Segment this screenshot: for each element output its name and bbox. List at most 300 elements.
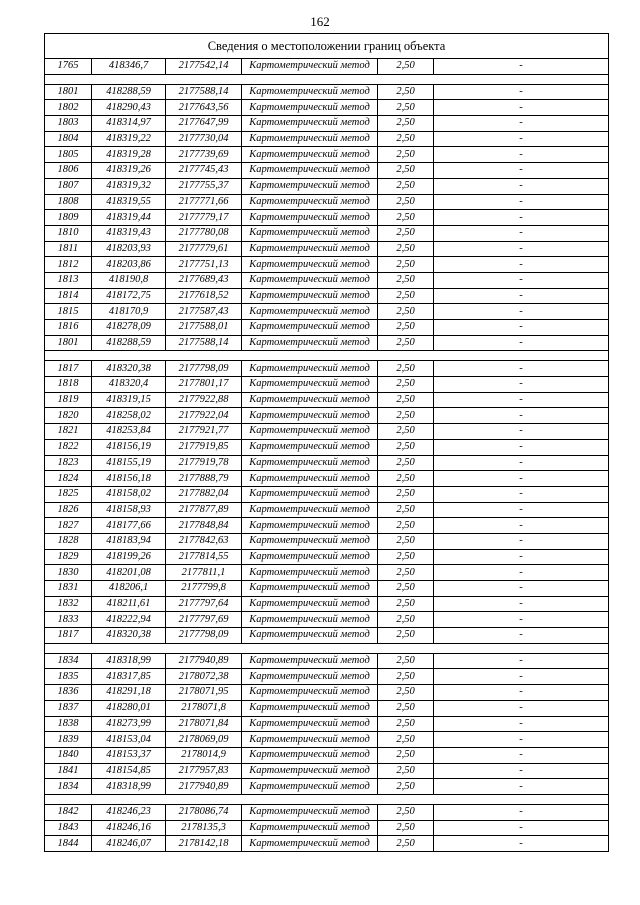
point-number-cell: 1839	[45, 732, 92, 748]
accuracy-cell: 2,50	[378, 288, 434, 304]
description-cell: -	[434, 518, 609, 534]
method-cell: Картометрический метод	[242, 612, 378, 628]
method-cell: Картометрический метод	[242, 669, 378, 685]
method-cell: Картометрический метод	[242, 596, 378, 612]
description-cell: -	[434, 424, 609, 440]
table-row	[45, 225, 609, 241]
y-coordinate-cell: 2177877,89	[166, 502, 242, 518]
x-coordinate-cell: 418170,9	[92, 304, 166, 320]
accuracy-cell: 2,50	[378, 549, 434, 565]
y-coordinate-cell: 2177588,14	[166, 335, 242, 351]
accuracy-cell: 2,50	[378, 779, 434, 795]
y-coordinate-cell: 2177771,66	[166, 194, 242, 210]
x-coordinate-cell: 418273,99	[92, 716, 166, 732]
y-coordinate-cell: 2177797,69	[166, 612, 242, 628]
y-coordinate-cell: 2177588,01	[166, 320, 242, 336]
point-number-cell: 1827	[45, 518, 92, 534]
point-number-cell: 1806	[45, 163, 92, 179]
description-cell: -	[434, 288, 609, 304]
x-coordinate-cell: 418172,75	[92, 288, 166, 304]
table-row	[45, 747, 609, 763]
y-coordinate-cell: 2177797,64	[166, 596, 242, 612]
table-row	[45, 131, 609, 147]
x-coordinate-cell: 418246,16	[92, 820, 166, 836]
method-cell: Картометрический метод	[242, 59, 378, 75]
x-coordinate-cell: 418314,97	[92, 116, 166, 132]
x-coordinate-cell: 418158,02	[92, 486, 166, 502]
point-number-cell: 1823	[45, 455, 92, 471]
separator-cell	[45, 643, 609, 653]
table-row	[45, 549, 609, 565]
x-coordinate-cell: 418280,01	[92, 700, 166, 716]
x-coordinate-cell: 418318,99	[92, 653, 166, 669]
description-cell: -	[434, 84, 609, 100]
table-row	[45, 820, 609, 836]
description-cell: -	[434, 836, 609, 852]
group-separator-row	[45, 643, 609, 653]
table-row	[45, 581, 609, 597]
method-cell: Картометрический метод	[242, 116, 378, 132]
accuracy-cell: 2,50	[378, 320, 434, 336]
separator-cell	[45, 794, 609, 804]
x-coordinate-cell: 418319,26	[92, 163, 166, 179]
table-row	[45, 763, 609, 779]
description-cell: -	[434, 210, 609, 226]
accuracy-cell: 2,50	[378, 131, 434, 147]
description-cell: -	[434, 335, 609, 351]
method-cell: Картометрический метод	[242, 471, 378, 487]
method-cell: Картометрический метод	[242, 716, 378, 732]
y-coordinate-cell: 2177919,85	[166, 439, 242, 455]
method-cell: Картометрический метод	[242, 549, 378, 565]
description-cell: -	[434, 408, 609, 424]
accuracy-cell: 2,50	[378, 596, 434, 612]
accuracy-cell: 2,50	[378, 533, 434, 549]
x-coordinate-cell: 418258,02	[92, 408, 166, 424]
description-cell: -	[434, 272, 609, 288]
table-row	[45, 178, 609, 194]
table-row	[45, 392, 609, 408]
accuracy-cell: 2,50	[378, 272, 434, 288]
y-coordinate-cell: 2177888,79	[166, 471, 242, 487]
point-number-cell: 1835	[45, 669, 92, 685]
table-row	[45, 210, 609, 226]
table-row	[45, 439, 609, 455]
x-coordinate-cell: 418319,22	[92, 131, 166, 147]
table-row	[45, 84, 609, 100]
y-coordinate-cell: 2178086,74	[166, 804, 242, 820]
point-number-cell: 1824	[45, 471, 92, 487]
point-number-cell: 1815	[45, 304, 92, 320]
y-coordinate-cell: 2178072,38	[166, 669, 242, 685]
method-cell: Картометрический метод	[242, 392, 378, 408]
x-coordinate-cell: 418158,93	[92, 502, 166, 518]
point-number-cell: 1833	[45, 612, 92, 628]
table-row	[45, 272, 609, 288]
accuracy-cell: 2,50	[378, 502, 434, 518]
x-coordinate-cell: 418201,08	[92, 565, 166, 581]
description-cell: -	[434, 163, 609, 179]
method-cell: Картометрический метод	[242, 747, 378, 763]
accuracy-cell: 2,50	[378, 732, 434, 748]
description-cell: -	[434, 804, 609, 820]
table-row	[45, 335, 609, 351]
method-cell: Картометрический метод	[242, 131, 378, 147]
group-separator-row	[45, 794, 609, 804]
description-cell: -	[434, 685, 609, 701]
point-number-cell: 1801	[45, 335, 92, 351]
table-row	[45, 257, 609, 273]
x-coordinate-cell: 418183,94	[92, 533, 166, 549]
table-row	[45, 116, 609, 132]
x-coordinate-cell: 418203,86	[92, 257, 166, 273]
x-coordinate-cell: 418278,09	[92, 320, 166, 336]
point-number-cell: 1817	[45, 628, 92, 644]
point-number-cell: 1831	[45, 581, 92, 597]
description-cell: -	[434, 471, 609, 487]
point-number-cell: 1819	[45, 392, 92, 408]
method-cell: Картометрический метод	[242, 455, 378, 471]
method-cell: Картометрический метод	[242, 439, 378, 455]
accuracy-cell: 2,50	[378, 392, 434, 408]
description-cell: -	[434, 241, 609, 257]
method-cell: Картометрический метод	[242, 288, 378, 304]
method-cell: Картометрический метод	[242, 804, 378, 820]
description-cell: -	[434, 716, 609, 732]
point-number-cell: 1807	[45, 178, 92, 194]
point-number-cell: 1811	[45, 241, 92, 257]
accuracy-cell: 2,50	[378, 653, 434, 669]
x-coordinate-cell: 418211,61	[92, 596, 166, 612]
method-cell: Картометрический метод	[242, 685, 378, 701]
table-row	[45, 100, 609, 116]
x-coordinate-cell: 418320,38	[92, 361, 166, 377]
description-cell: -	[434, 612, 609, 628]
y-coordinate-cell: 2177739,69	[166, 147, 242, 163]
description-cell: -	[434, 439, 609, 455]
y-coordinate-cell: 2177780,08	[166, 225, 242, 241]
x-coordinate-cell: 418319,43	[92, 225, 166, 241]
y-coordinate-cell: 2177751,13	[166, 257, 242, 273]
x-coordinate-cell: 418319,15	[92, 392, 166, 408]
x-coordinate-cell: 418346,7	[92, 59, 166, 75]
method-cell: Картометрический метод	[242, 320, 378, 336]
accuracy-cell: 2,50	[378, 836, 434, 852]
point-number-cell: 1817	[45, 361, 92, 377]
y-coordinate-cell: 2178071,8	[166, 700, 242, 716]
accuracy-cell: 2,50	[378, 581, 434, 597]
method-cell: Картометрический метод	[242, 147, 378, 163]
method-cell: Картометрический метод	[242, 84, 378, 100]
y-coordinate-cell: 2177921,77	[166, 424, 242, 440]
method-cell: Картометрический метод	[242, 836, 378, 852]
method-cell: Картометрический метод	[242, 194, 378, 210]
accuracy-cell: 2,50	[378, 241, 434, 257]
table-row	[45, 194, 609, 210]
x-coordinate-cell: 418288,59	[92, 84, 166, 100]
y-coordinate-cell: 2177801,17	[166, 377, 242, 393]
x-coordinate-cell: 418318,99	[92, 779, 166, 795]
accuracy-cell: 2,50	[378, 257, 434, 273]
accuracy-cell: 2,50	[378, 471, 434, 487]
accuracy-cell: 2,50	[378, 669, 434, 685]
accuracy-cell: 2,50	[378, 820, 434, 836]
method-cell: Картометрический метод	[242, 257, 378, 273]
point-number-cell: 1808	[45, 194, 92, 210]
point-number-cell: 1834	[45, 653, 92, 669]
accuracy-cell: 2,50	[378, 612, 434, 628]
table-row	[45, 377, 609, 393]
x-coordinate-cell: 418156,18	[92, 471, 166, 487]
point-number-cell: 1840	[45, 747, 92, 763]
x-coordinate-cell: 418177,66	[92, 518, 166, 534]
description-cell: -	[434, 320, 609, 336]
table-body	[45, 34, 609, 852]
description-cell: -	[434, 820, 609, 836]
table-row	[45, 502, 609, 518]
description-cell: -	[434, 257, 609, 273]
table-row	[45, 732, 609, 748]
x-coordinate-cell: 418291,18	[92, 685, 166, 701]
table-row	[45, 612, 609, 628]
table-row	[45, 163, 609, 179]
y-coordinate-cell: 2177689,43	[166, 272, 242, 288]
description-cell: -	[434, 669, 609, 685]
accuracy-cell: 2,50	[378, 163, 434, 179]
description-cell: -	[434, 486, 609, 502]
point-number-cell: 1812	[45, 257, 92, 273]
method-cell: Картометрический метод	[242, 763, 378, 779]
accuracy-cell: 2,50	[378, 628, 434, 644]
x-coordinate-cell: 418290,43	[92, 100, 166, 116]
description-cell: -	[434, 581, 609, 597]
accuracy-cell: 2,50	[378, 716, 434, 732]
table-row	[45, 779, 609, 795]
method-cell: Картометрический метод	[242, 779, 378, 795]
point-number-cell: 1836	[45, 685, 92, 701]
method-cell: Картометрический метод	[242, 100, 378, 116]
method-cell: Картометрический метод	[242, 700, 378, 716]
description-cell: -	[434, 304, 609, 320]
point-number-cell: 1842	[45, 804, 92, 820]
x-coordinate-cell: 418199,26	[92, 549, 166, 565]
table-row	[45, 320, 609, 336]
x-coordinate-cell: 418319,44	[92, 210, 166, 226]
point-number-cell: 1810	[45, 225, 92, 241]
group-separator-row	[45, 74, 609, 84]
x-coordinate-cell: 418156,19	[92, 439, 166, 455]
point-number-cell: 1822	[45, 439, 92, 455]
table-row	[45, 59, 609, 75]
x-coordinate-cell: 418206,1	[92, 581, 166, 597]
y-coordinate-cell: 2178071,84	[166, 716, 242, 732]
table-row	[45, 700, 609, 716]
table-row	[45, 533, 609, 549]
table-row	[45, 304, 609, 320]
table-row	[45, 486, 609, 502]
point-number-cell: 1804	[45, 131, 92, 147]
y-coordinate-cell: 2178071,95	[166, 685, 242, 701]
y-coordinate-cell: 2177940,89	[166, 779, 242, 795]
y-coordinate-cell: 2177919,78	[166, 455, 242, 471]
description-cell: -	[434, 502, 609, 518]
point-number-cell: 1820	[45, 408, 92, 424]
method-cell: Картометрический метод	[242, 424, 378, 440]
x-coordinate-cell: 418319,55	[92, 194, 166, 210]
y-coordinate-cell: 2177798,09	[166, 361, 242, 377]
point-number-cell: 1828	[45, 533, 92, 549]
method-cell: Картометрический метод	[242, 241, 378, 257]
x-coordinate-cell: 418203,93	[92, 241, 166, 257]
y-coordinate-cell: 2178135,3	[166, 820, 242, 836]
accuracy-cell: 2,50	[378, 304, 434, 320]
accuracy-cell: 2,50	[378, 116, 434, 132]
method-cell: Картометрический метод	[242, 820, 378, 836]
accuracy-cell: 2,50	[378, 84, 434, 100]
x-coordinate-cell: 418319,32	[92, 178, 166, 194]
x-coordinate-cell: 418253,84	[92, 424, 166, 440]
y-coordinate-cell: 2177587,43	[166, 304, 242, 320]
accuracy-cell: 2,50	[378, 335, 434, 351]
y-coordinate-cell: 2177588,14	[166, 84, 242, 100]
accuracy-cell: 2,50	[378, 518, 434, 534]
accuracy-cell: 2,50	[378, 486, 434, 502]
accuracy-cell: 2,50	[378, 147, 434, 163]
table-title: Сведения о местоположении границ объекта	[45, 34, 609, 59]
description-cell: -	[434, 392, 609, 408]
description-cell: -	[434, 178, 609, 194]
y-coordinate-cell: 2177957,83	[166, 763, 242, 779]
separator-cell	[45, 74, 609, 84]
y-coordinate-cell: 2177542,14	[166, 59, 242, 75]
table-row	[45, 471, 609, 487]
accuracy-cell: 2,50	[378, 178, 434, 194]
boundary-coordinates-table	[44, 33, 609, 852]
y-coordinate-cell: 2177755,37	[166, 178, 242, 194]
point-number-cell: 1816	[45, 320, 92, 336]
description-cell: -	[434, 455, 609, 471]
accuracy-cell: 2,50	[378, 225, 434, 241]
accuracy-cell: 2,50	[378, 424, 434, 440]
table-row	[45, 628, 609, 644]
table-row	[45, 565, 609, 581]
description-cell: -	[434, 596, 609, 612]
y-coordinate-cell: 2177814,55	[166, 549, 242, 565]
accuracy-cell: 2,50	[378, 377, 434, 393]
x-coordinate-cell: 418222,94	[92, 612, 166, 628]
y-coordinate-cell: 2177779,17	[166, 210, 242, 226]
point-number-cell: 1821	[45, 424, 92, 440]
accuracy-cell: 2,50	[378, 194, 434, 210]
accuracy-cell: 2,50	[378, 747, 434, 763]
method-cell: Картометрический метод	[242, 581, 378, 597]
table-row	[45, 361, 609, 377]
method-cell: Картометрический метод	[242, 408, 378, 424]
y-coordinate-cell: 2177730,04	[166, 131, 242, 147]
method-cell: Картометрический метод	[242, 210, 378, 226]
y-coordinate-cell: 2177799,8	[166, 581, 242, 597]
x-coordinate-cell: 418153,37	[92, 747, 166, 763]
point-number-cell: 1838	[45, 716, 92, 732]
x-coordinate-cell: 418320,38	[92, 628, 166, 644]
method-cell: Картометрический метод	[242, 361, 378, 377]
y-coordinate-cell: 2178069,09	[166, 732, 242, 748]
method-cell: Картометрический метод	[242, 225, 378, 241]
table-row	[45, 685, 609, 701]
description-cell: -	[434, 225, 609, 241]
description-cell: -	[434, 131, 609, 147]
x-coordinate-cell: 418154,85	[92, 763, 166, 779]
page-number: 162	[310, 14, 330, 29]
accuracy-cell: 2,50	[378, 100, 434, 116]
description-cell: -	[434, 779, 609, 795]
method-cell: Картометрический метод	[242, 502, 378, 518]
accuracy-cell: 2,50	[378, 804, 434, 820]
accuracy-cell: 2,50	[378, 361, 434, 377]
point-number-cell: 1837	[45, 700, 92, 716]
method-cell: Картометрический метод	[242, 653, 378, 669]
y-coordinate-cell: 2178014,9	[166, 747, 242, 763]
y-coordinate-cell: 2177848,84	[166, 518, 242, 534]
y-coordinate-cell: 2177798,09	[166, 628, 242, 644]
x-coordinate-cell: 418153,04	[92, 732, 166, 748]
x-coordinate-cell: 418319,28	[92, 147, 166, 163]
description-cell: -	[434, 628, 609, 644]
method-cell: Картометрический метод	[242, 732, 378, 748]
table-caption-row	[45, 34, 609, 59]
description-cell: -	[434, 116, 609, 132]
point-number-cell: 1830	[45, 565, 92, 581]
table-row	[45, 653, 609, 669]
point-number-cell: 1818	[45, 377, 92, 393]
accuracy-cell: 2,50	[378, 455, 434, 471]
y-coordinate-cell: 2177779,61	[166, 241, 242, 257]
description-cell: -	[434, 361, 609, 377]
y-coordinate-cell: 2177811,1	[166, 565, 242, 581]
x-coordinate-cell: 418317,85	[92, 669, 166, 685]
description-cell: -	[434, 732, 609, 748]
method-cell: Картометрический метод	[242, 163, 378, 179]
y-coordinate-cell: 2177643,56	[166, 100, 242, 116]
point-number-cell: 1829	[45, 549, 92, 565]
point-number-cell: 1809	[45, 210, 92, 226]
description-cell: -	[434, 763, 609, 779]
y-coordinate-cell: 2177922,88	[166, 392, 242, 408]
table-row	[45, 596, 609, 612]
x-coordinate-cell: 418155,19	[92, 455, 166, 471]
accuracy-cell: 2,50	[378, 700, 434, 716]
table-row	[45, 424, 609, 440]
method-cell: Картометрический метод	[242, 304, 378, 320]
y-coordinate-cell: 2177940,89	[166, 653, 242, 669]
y-coordinate-cell: 2177745,43	[166, 163, 242, 179]
method-cell: Картометрический метод	[242, 486, 378, 502]
accuracy-cell: 2,50	[378, 565, 434, 581]
point-number-cell: 1841	[45, 763, 92, 779]
description-cell: -	[434, 653, 609, 669]
method-cell: Картометрический метод	[242, 377, 378, 393]
point-number-cell: 1803	[45, 116, 92, 132]
table-row	[45, 147, 609, 163]
method-cell: Картометрический метод	[242, 518, 378, 534]
table-row	[45, 518, 609, 534]
description-cell: -	[434, 59, 609, 75]
table-row	[45, 288, 609, 304]
method-cell: Картометрический метод	[242, 628, 378, 644]
description-cell: -	[434, 549, 609, 565]
y-coordinate-cell: 2178142,18	[166, 836, 242, 852]
point-number-cell: 1814	[45, 288, 92, 304]
